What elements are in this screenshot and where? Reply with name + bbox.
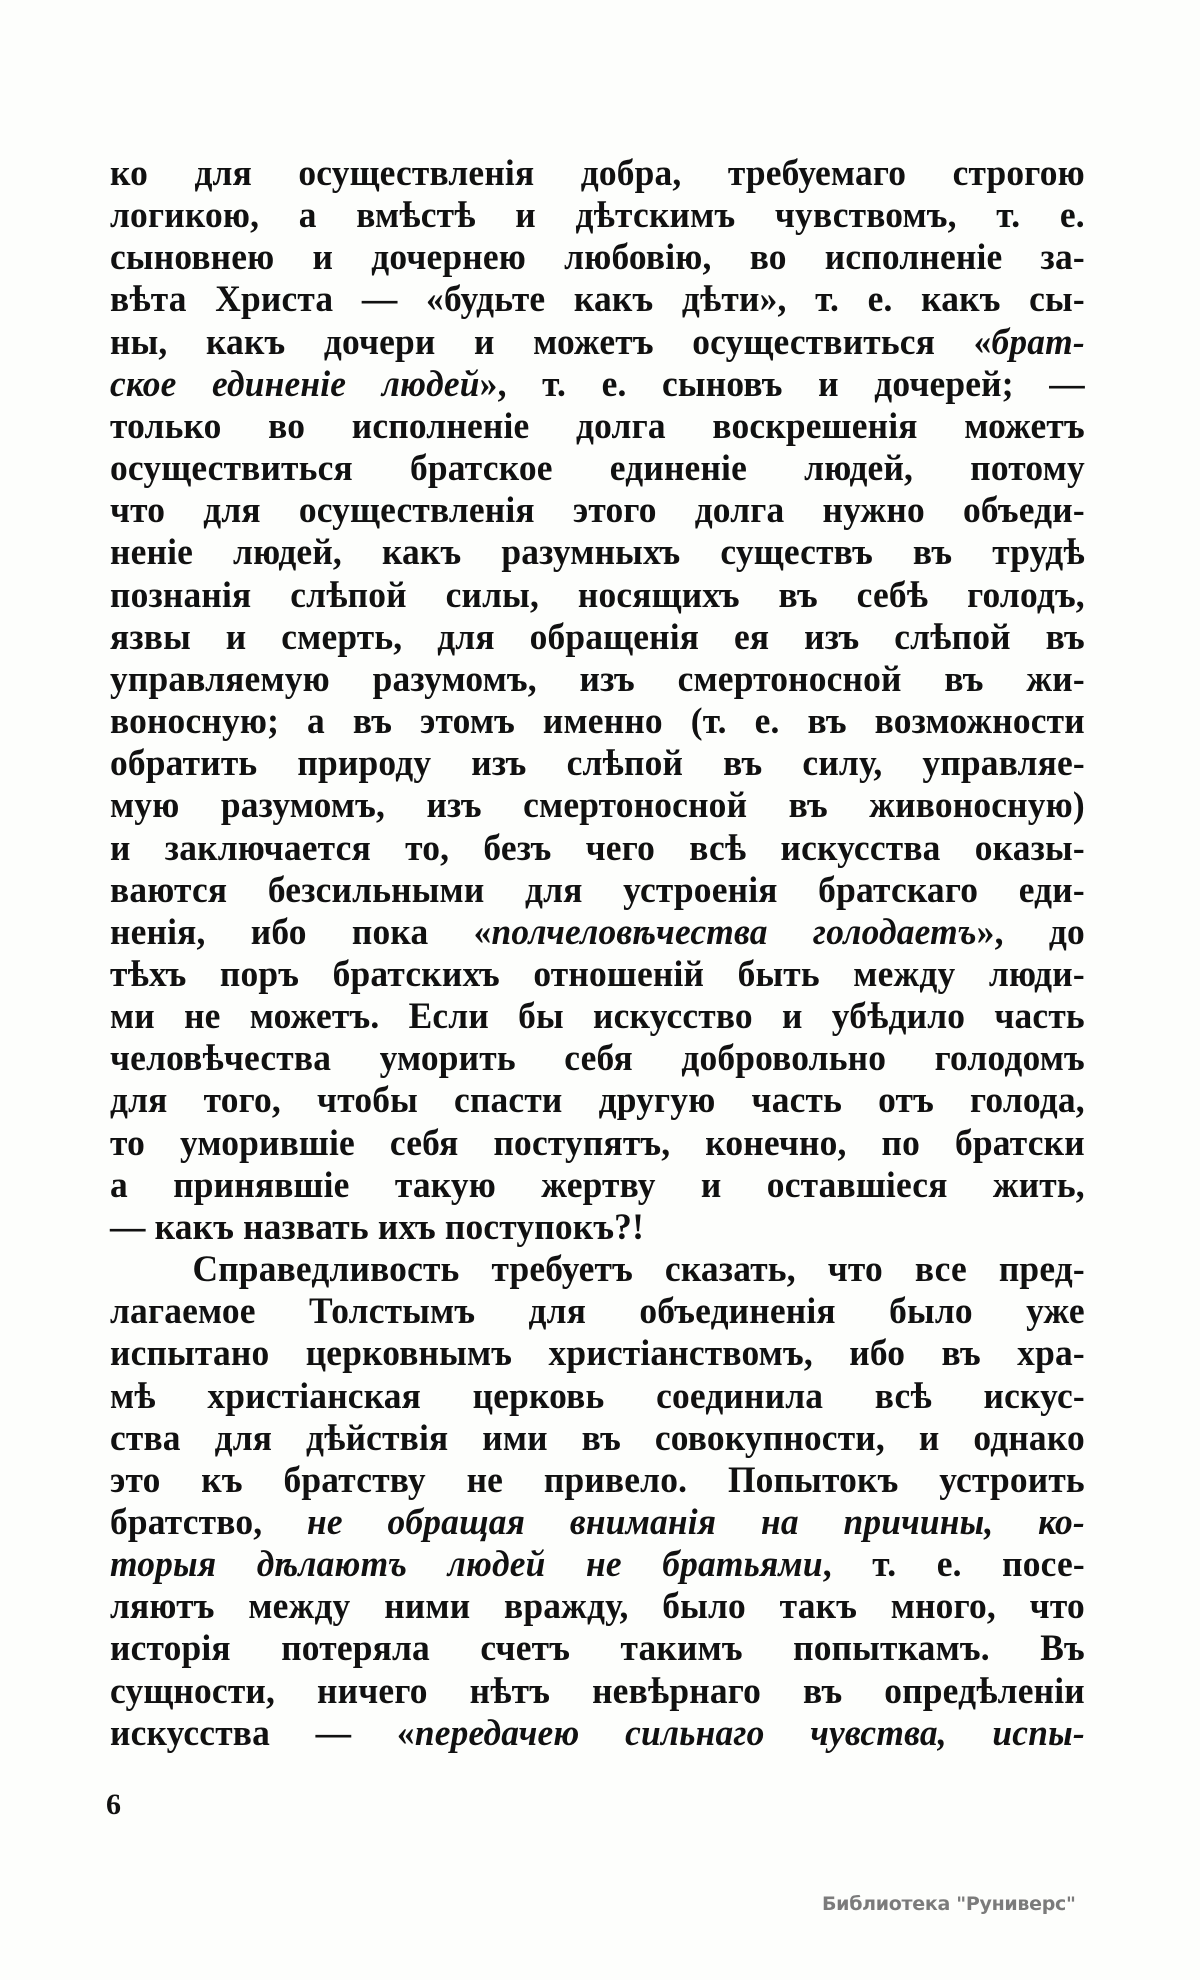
text-line — [110, 1670, 1085, 1712]
text-fragment: человѣчества уморить себя добровольно голодомъ — [110, 1037, 1085, 1079]
text-fragment: язвы и смерть, для обращенія ея изъ слѣпой въ — [110, 615, 1085, 657]
text-fragment: воносную; а въ этомъ именно (т. е. въ возможности — [110, 700, 1085, 742]
text-fragment: — какъ назвать ихъ поступокъ?! — [110, 1205, 645, 1247]
text-line — [110, 363, 1085, 405]
text-line — [110, 953, 1085, 995]
text-fragment: и заключается то, безъ чего всѣ искусства оказы- — [110, 826, 1085, 868]
text-fragment: мѣ христіанская церковь соединила всѣ искус- — [110, 1374, 1085, 1416]
text-fragment: познанія слѣпой силы, носящихъ въ себѣ голодъ, — [110, 573, 1085, 615]
text-line — [110, 447, 1085, 489]
text-line — [110, 1627, 1085, 1669]
text-fragment: », т. е. сыновъ и дочерей; — — [479, 362, 1085, 404]
text-line — [110, 278, 1085, 320]
text-fragment: а принявшіе такую жертву и оставшіеся жить, — [110, 1163, 1085, 1205]
text-fragment: тѣхъ поръ братскихъ отношеній быть между люди- — [110, 952, 1085, 994]
text-fragment: мую разумомъ, изъ смертоносной въ живоносную) — [110, 784, 1085, 826]
library-watermark: Библиотека "Руниверс" — [822, 1893, 1076, 1915]
text-fragment: », до — [976, 910, 1085, 952]
text-line — [110, 869, 1085, 911]
italic-text-fragment: брат- — [991, 320, 1085, 362]
text-line — [110, 1585, 1085, 1627]
text-fragment: вѣта Христа — «будьте какъ дѣти», т. е. какъ сы- — [110, 278, 1085, 320]
text-line — [110, 1164, 1085, 1206]
text-line — [110, 1459, 1085, 1501]
text-fragment: сущности, ничего нѣтъ невѣрнаго въ опредѣленіи — [110, 1669, 1085, 1711]
text-fragment: братство, — [110, 1501, 308, 1542]
text-fragment: сыновнею и дочернею любовію, во исполненіе за- — [110, 236, 1085, 278]
italic-text-fragment: не обращая вниманія на причины, ко- — [307, 1501, 1085, 1542]
text-fragment: ваются безсильными для устроенія братскаго еди- — [110, 868, 1085, 910]
text-fragment: осуществиться братское единеніе людей, потому — [110, 447, 1085, 489]
text-fragment: ко для осуществленія добра, требуемаго строгою — [110, 152, 1085, 193]
text-line — [110, 1122, 1085, 1164]
text-line — [110, 489, 1085, 531]
text-fragment: неніе людей, какъ разумныхъ существъ въ трудѣ — [110, 531, 1085, 573]
text-line — [110, 995, 1085, 1037]
text-fragment: исторія потеряла счетъ такимъ попыткамъ. Въ — [110, 1627, 1085, 1669]
text-line — [110, 531, 1085, 573]
text-fragment: лагаемое Толстымъ для объединенія было уже — [110, 1290, 1085, 1332]
text-fragment: ства для дѣйствія ими въ совокупности, и однако — [110, 1416, 1085, 1458]
text-fragment: ны, какъ дочери и можетъ осуществиться « — [110, 320, 992, 362]
italic-text-fragment: торыя дѣлаютъ людей не братьями — [110, 1543, 823, 1585]
text-fragment: ляютъ между ними вражду, было такъ много, что — [110, 1585, 1085, 1627]
text-line — [110, 616, 1085, 658]
text-line — [110, 1543, 1085, 1585]
text-line — [110, 784, 1085, 826]
text-line — [110, 574, 1085, 616]
text-line — [110, 1248, 1085, 1290]
text-fragment: логикою, а вмѣстѣ и дѣтскимъ чувствомъ, т. е. — [110, 194, 1085, 236]
text-fragment: испытано церковнымъ христіанствомъ, ибо въ хра- — [110, 1332, 1085, 1374]
text-fragment: что для осуществленія этого долга нужно объеди- — [110, 489, 1085, 531]
text-line — [110, 742, 1085, 784]
text-line — [110, 405, 1085, 447]
text-line — [110, 1712, 1085, 1754]
page-body-text — [110, 152, 1085, 1754]
text-line — [110, 700, 1085, 742]
text-fragment: Справедливость требуетъ сказать, что все пред- — [192, 1248, 1085, 1290]
text-line — [110, 827, 1085, 869]
text-line — [110, 658, 1085, 700]
text-line — [110, 1079, 1085, 1121]
italic-text-fragment: полчеловѣчества голодаетъ — [491, 910, 977, 952]
text-line — [110, 321, 1085, 363]
text-fragment: , т. е. посе- — [822, 1543, 1085, 1585]
text-fragment: то уморившіе себя поступятъ, конечно, по братски — [110, 1121, 1085, 1163]
text-line — [110, 1290, 1085, 1332]
text-fragment: искусства — « — [110, 1711, 415, 1753]
text-line — [110, 1375, 1085, 1417]
text-fragment: для того, чтобы спасти другую часть отъ голода, — [110, 1079, 1085, 1121]
text-fragment: только во исполненіе долга воскрешенія можетъ — [110, 404, 1085, 446]
text-line — [110, 152, 1085, 194]
text-fragment: обратить природу изъ слѣпой въ силу, управляе- — [110, 742, 1085, 784]
text-fragment: ми не можетъ. Если бы искусство и убѣдило часть — [110, 995, 1085, 1037]
text-line — [110, 911, 1085, 953]
text-fragment: ненія, ибо пока « — [110, 910, 492, 952]
text-line — [110, 1037, 1085, 1079]
page-number: 6 — [106, 1788, 121, 1821]
text-line — [110, 1332, 1085, 1374]
text-line — [110, 1206, 1085, 1248]
text-line — [110, 1501, 1085, 1543]
text-fragment: это къ братству не привело. Попытокъ устроить — [110, 1458, 1085, 1500]
text-line — [110, 194, 1085, 236]
italic-text-fragment: ское единеніе людей — [110, 362, 480, 404]
text-line — [110, 236, 1085, 278]
text-line — [110, 1417, 1085, 1459]
text-fragment: управляемую разумомъ, изъ смертоносной въ жи- — [110, 657, 1085, 699]
italic-text-fragment: передачею сильнаго чувства, испы- — [414, 1711, 1085, 1753]
